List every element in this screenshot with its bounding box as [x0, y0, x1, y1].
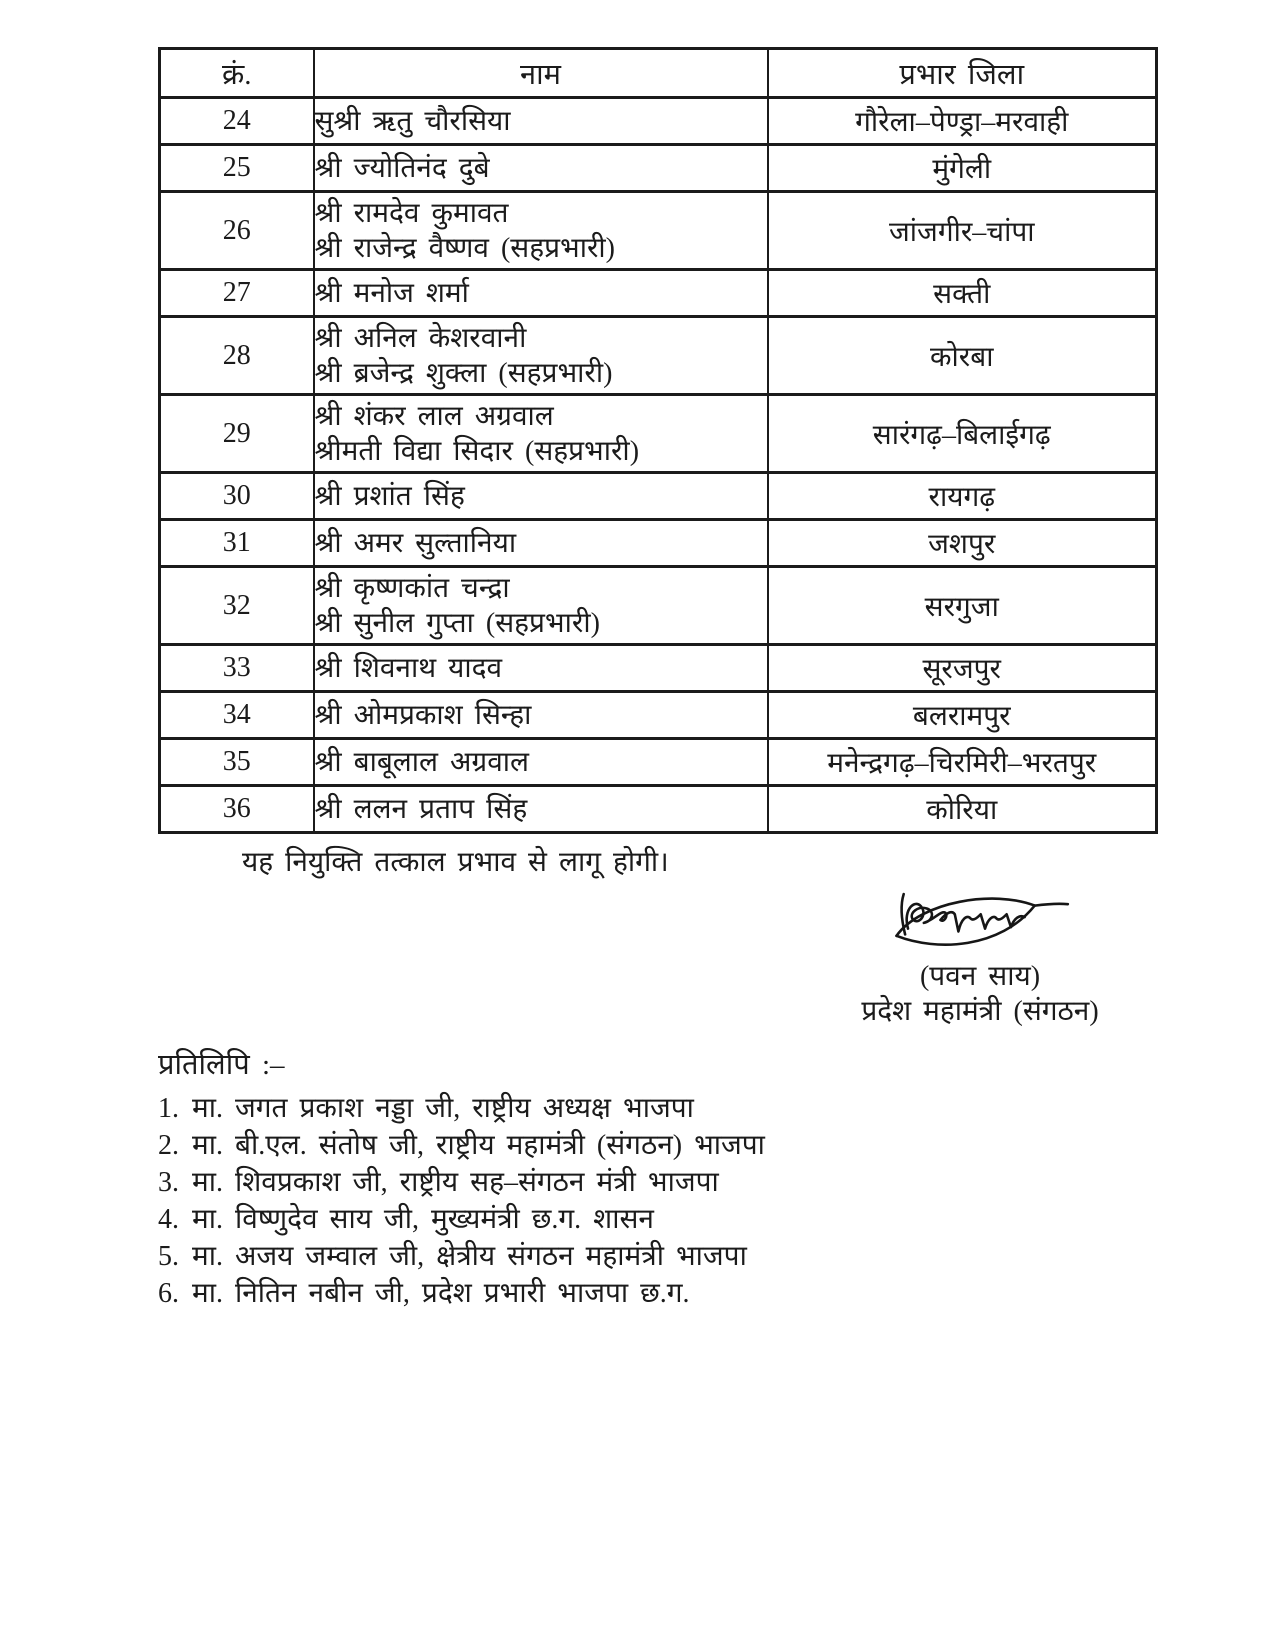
name-cell [314, 145, 768, 192]
signature-block [830, 884, 1130, 1030]
serial-number-cell: 33 [160, 645, 314, 692]
person-name: सुश्री ऋतु चौरसिया [314, 105, 511, 137]
table-row [160, 395, 1157, 473]
name-cell [314, 520, 768, 567]
table-body [160, 98, 1157, 833]
person-name: श्री शिवनाथ यादव [314, 652, 503, 684]
name-cell [314, 192, 768, 270]
district-cell: जशपुर [768, 520, 1157, 567]
name-cell [314, 786, 768, 833]
person-name: श्री मनोज शर्मा [314, 277, 469, 309]
district-cell: रायगढ़ [768, 473, 1157, 520]
copy-item-text: मा. विष्णुदेव साय जी, मुख्यमंत्री छ.ग. शासन [192, 1204, 654, 1235]
table-row [160, 739, 1157, 786]
table-row [160, 786, 1157, 833]
table-row [160, 317, 1157, 395]
copy-item-number: 2. [158, 1130, 179, 1161]
copy-item-text: मा. नितिन नबीन जी, प्रदेश प्रभारी भाजपा छ.ग. [192, 1278, 690, 1309]
district-incharge-table [158, 47, 1158, 834]
serial-number-cell: 25 [160, 145, 314, 192]
copy-item-number: 6. [158, 1278, 179, 1309]
table-row [160, 520, 1157, 567]
signatory-name: (पवन साय) [919, 961, 1041, 992]
serial-number-cell: 36 [160, 786, 314, 833]
serial-number-cell: 34 [160, 692, 314, 739]
person-name: श्री अनिल केशरवानी [314, 322, 527, 354]
table-row [160, 192, 1157, 270]
name-cell [314, 692, 768, 739]
serial-number-cell: 29 [160, 395, 314, 473]
serial-number-cell: 28 [160, 317, 314, 395]
serial-number-cell: 31 [160, 520, 314, 567]
district-cell: मुंगेली [768, 145, 1157, 192]
copies-list [158, 1090, 765, 1312]
name-cell [314, 739, 768, 786]
copy-item [158, 1127, 765, 1164]
person-name: श्री बाबूलाल अग्रवाल [314, 746, 530, 778]
serial-number-cell: 32 [160, 567, 314, 645]
name-cell [314, 395, 768, 473]
district-cell: कोरिया [768, 786, 1157, 833]
table-row [160, 473, 1157, 520]
copy-item-text: मा. बी.एल. संतोष जी, राष्ट्रीय महामंत्री (संगठन) भाजपा [192, 1130, 765, 1161]
serial-number-cell: 27 [160, 270, 314, 317]
copy-item-number: 5. [158, 1241, 179, 1272]
copy-item-number: 1. [158, 1093, 179, 1124]
copy-item-number: 3. [158, 1167, 179, 1198]
person-name: श्री राजेन्द्र वैष्णव (सहप्रभारी) [314, 232, 615, 264]
district-cell: सारंगढ़–बिलाईगढ़ [768, 395, 1157, 473]
serial-number-cell: 35 [160, 739, 314, 786]
name-cell [314, 270, 768, 317]
copies-heading: प्रतिलिपि :– [158, 1049, 285, 1081]
table-row [160, 270, 1157, 317]
header-district: प्रभार जिला [768, 49, 1157, 98]
name-cell [314, 645, 768, 692]
header-name: नाम [314, 49, 768, 98]
copy-item [158, 1275, 765, 1312]
district-cell: मनेन्द्रगढ़–चिरमिरी–भरतपुर [768, 739, 1157, 786]
person-name: श्री शंकर लाल अग्रवाल [314, 400, 554, 432]
person-name: श्री ओमप्रकाश सिन्हा [314, 699, 532, 731]
district-cell: बलरामपुर [768, 692, 1157, 739]
person-name: श्री सुनील गुप्ता (सहप्रभारी) [314, 607, 600, 639]
table-header-row [160, 49, 1157, 98]
person-name: श्री ज्योतिनंद दुबे [314, 152, 490, 184]
serial-number-cell: 30 [160, 473, 314, 520]
person-name: श्री अमर सुल्तानिया [314, 527, 517, 559]
person-name: श्री कृष्णकांत चन्द्रा [314, 572, 510, 604]
copy-item [158, 1090, 765, 1127]
district-cell: सूरजपुर [768, 645, 1157, 692]
person-name: श्री ललन प्रताप सिंह [314, 793, 528, 825]
district-cell: सक्ती [768, 270, 1157, 317]
table-row [160, 567, 1157, 645]
serial-number-cell: 24 [160, 98, 314, 145]
copy-item [158, 1238, 765, 1275]
effective-note: यह नियुक्ति तत्काल प्रभाव से लागू होगी। [242, 847, 669, 878]
signatory-title: प्रदेश महामंत्री (संगठन) [861, 996, 1099, 1027]
district-cell: कोरबा [768, 317, 1157, 395]
serial-number-cell: 26 [160, 192, 314, 270]
signature-icon [855, 884, 1105, 956]
person-name: श्री ब्रजेन्द्र शुक्ला (सहप्रभारी) [314, 357, 613, 389]
copy-item [158, 1164, 765, 1201]
person-name: श्री रामदेव कुमावत [314, 197, 509, 229]
name-cell [314, 473, 768, 520]
district-cell: गौरेला–पेण्ड्रा–मरवाही [768, 98, 1157, 145]
name-cell [314, 317, 768, 395]
name-cell [314, 98, 768, 145]
table-row [160, 145, 1157, 192]
district-cell: सरगुजा [768, 567, 1157, 645]
table-row [160, 692, 1157, 739]
table-row [160, 98, 1157, 145]
copy-item-text: मा. अजय जम्वाल जी, क्षेत्रीय संगठन महामंत्री भाजपा [192, 1241, 747, 1272]
copy-item [158, 1201, 765, 1238]
name-cell [314, 567, 768, 645]
person-name: श्री प्रशांत सिंह [314, 480, 465, 512]
person-name: श्रीमती विद्या सिदार (सहप्रभारी) [314, 435, 640, 467]
table-row [160, 645, 1157, 692]
copy-item-number: 4. [158, 1204, 179, 1235]
district-cell: जांजगीर–चांपा [768, 192, 1157, 270]
copy-item-text: मा. जगत प्रकाश नड्डा जी, राष्ट्रीय अध्यक्ष भाजपा [192, 1093, 694, 1124]
header-serial: क्रं. [160, 49, 314, 98]
copy-item-text: मा. शिवप्रकाश जी, राष्ट्रीय सह–संगठन मंत्री भाजपा [192, 1167, 719, 1198]
